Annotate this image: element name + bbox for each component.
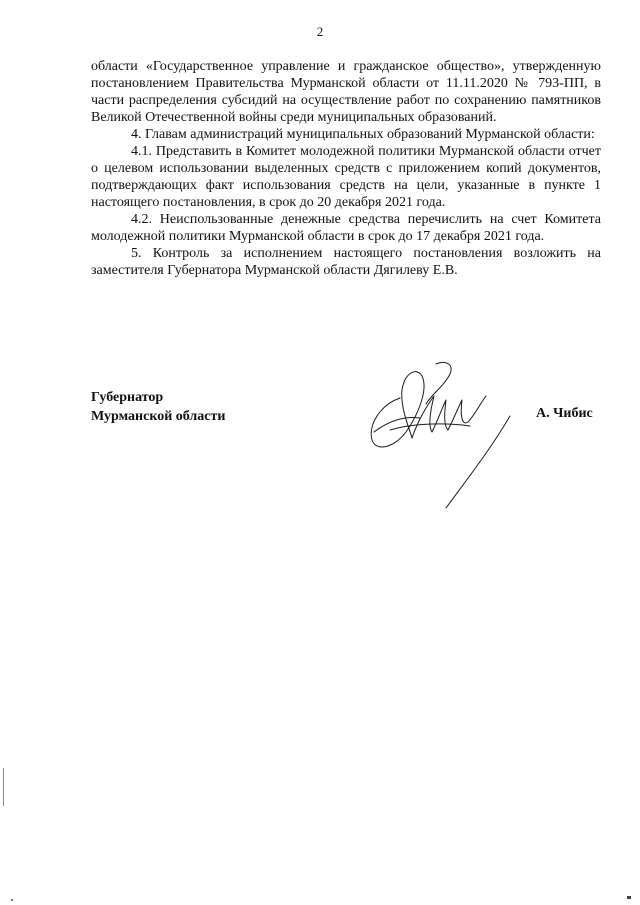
scan-margin-mark [3, 768, 4, 806]
paragraph-item-4: 4. Главам администраций муниципальных образований Мурманской области: [131, 127, 595, 142]
page-number: 2 [316, 24, 324, 39]
signatory-name: А. Чибис [536, 406, 593, 421]
paragraph-item-4-1: 4.1. Представить в Комитет молодежной политики Мурманской области отчет о целевом использовании выделенных средств с приложением копий документов, подтверждающих факт использования средств на цели, указанные в пункте 1 настоящего постановления, в срок до 20 декабря 2021 года. [91, 144, 601, 210]
paragraph-continuation: области «Государственное управление и гражданское общество», утвержденную постановлением Правительства Мурманской области от 11.11.2020 № 793-ПП, в части распределения субсидий на осуществление работ по сохранению памятников Великой Отечественной войны среди муниципальных образований. [91, 59, 601, 125]
handwritten-signature [350, 360, 530, 520]
signatory-title-line2: Мурманской области [91, 409, 226, 424]
paragraph-item-4-2: 4.2. Неиспользованные денежные средства перечислить на счет Комитета молодежной политики Мурманской области в срок до 17 декабря 2021 года. [91, 212, 601, 244]
paragraph-item-5: 5. Контроль за исполнением настоящего постановления возложить на заместителя Губернатора Мурманской области Дягилеву Е.В. [91, 246, 601, 278]
signatory-title-line1: Губернатор [91, 390, 164, 405]
signatory-title [91, 388, 225, 426]
scan-corner-mark [627, 896, 631, 899]
scan-dot-mark [11, 899, 13, 901]
document-body [91, 58, 601, 279]
